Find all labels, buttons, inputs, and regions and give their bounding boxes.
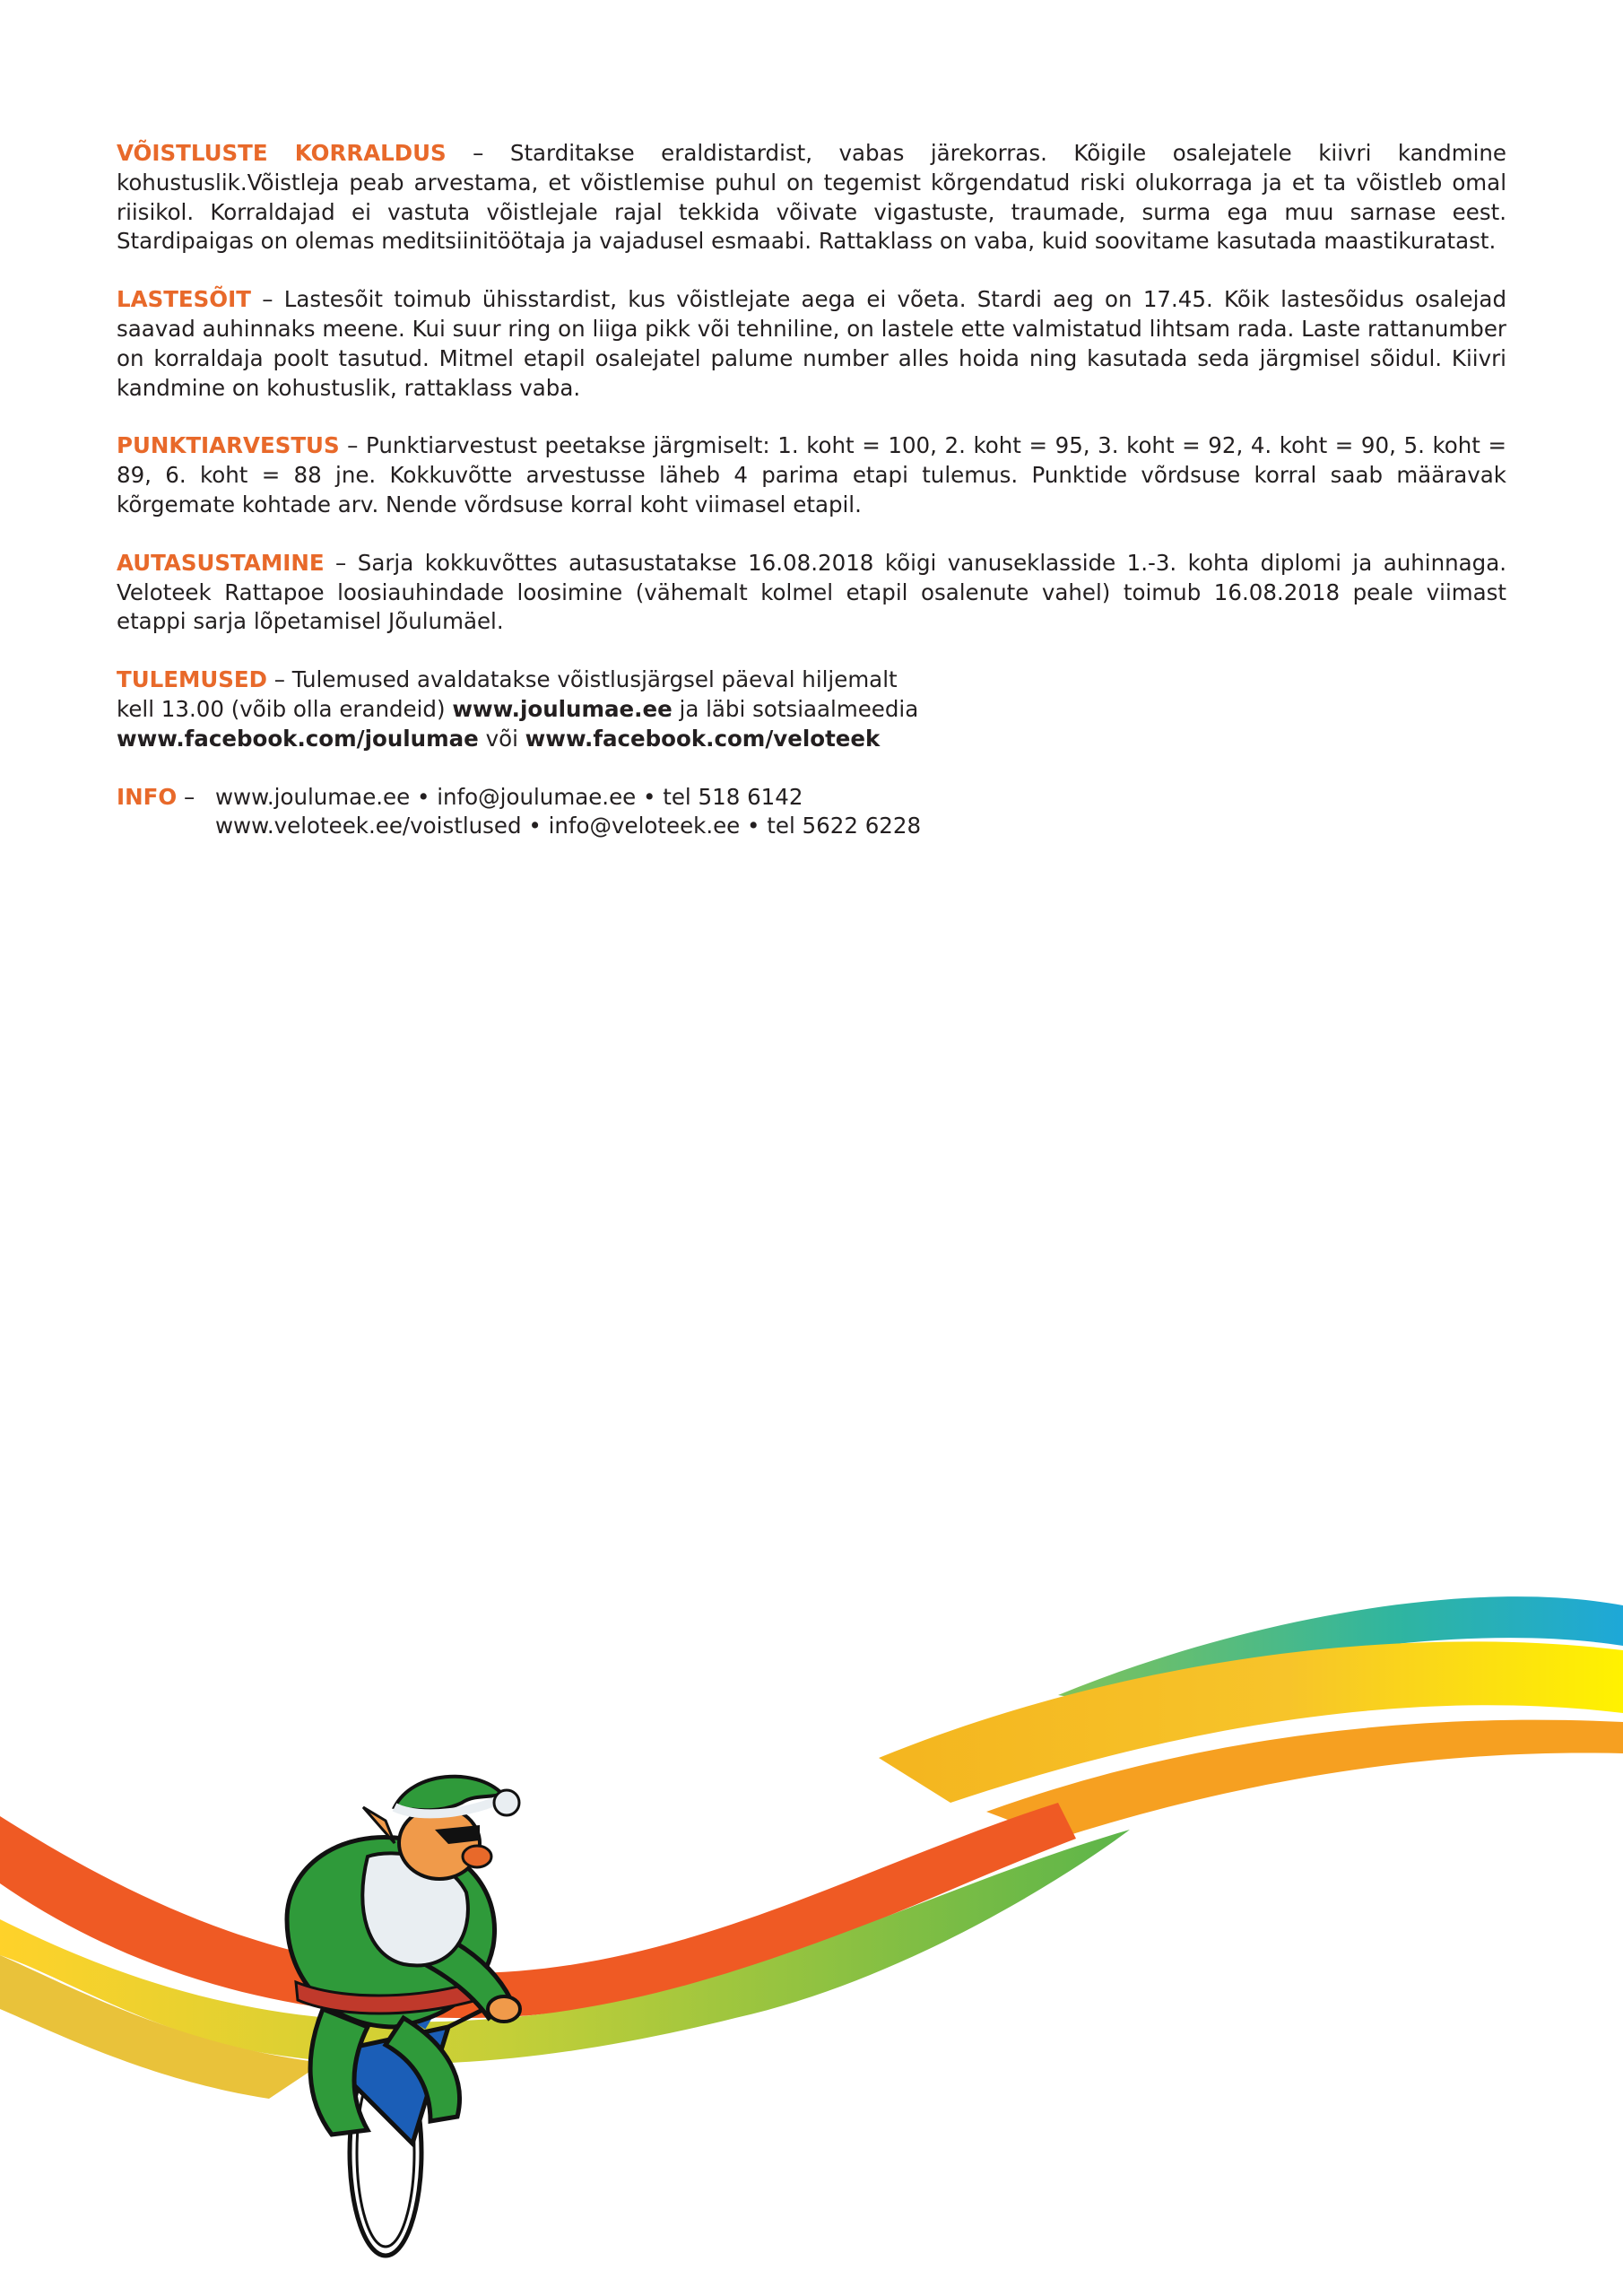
- section-heading: TULEMUSED: [117, 666, 267, 693]
- section-text: Starditakse eraldistardist, vabas järekorras. Kõigile osalejatele kiivri kandmine kohustuslik.Võistleja peab arvestama, et võistlemise puhul on tegemist kõrgendatud riski olukorraga ja et ta võistleb omal riisikol. Korraldajad ei vastuta võistlejale rajal tekkida võivate vigastuste, traumade, surma ega muu sarnase eest. Stardipaigas on olemas meditsiinitöötaja ja vajadusel esmaabi. Rattaklass on vaba, kuid soovitame kasutada maastikuratast.: [117, 140, 1506, 255]
- rainbow-swoosh-icon: [0, 1596, 1623, 2099]
- section-punktiarvestus: [117, 431, 1506, 519]
- section-heading: INFO: [117, 783, 178, 810]
- section-text: Sarja kokkuvõttes autasustatakse 16.08.2018 kõigi vanuseklasside 1.-3. kohta diplomi ja auhinnaga. Veloteek Rattapoe loosiauhindade loosimine (vähemalt kolmel etapil osalenute vahel) toimub 16.08.2018 peale viimast etappi sarja lõpetamisel Jõulumäel.: [117, 549, 1506, 635]
- section-lastesoit: [117, 285, 1506, 403]
- info-label: [117, 783, 215, 842]
- section-text: Lastesõit toimub ühisstardist, kus võistlejate aega ei võeta. Stardi aeg on 17.45. Kõik lastesõidus osalejad saavad auhinnaks meene. Kui suur ring on liiga pikk või tehniline, on lastele ette valmistatud lihtsam rada. Laste rattanumber on korraldaja poolt tasutud. Mitmel etapil osalejatel palume number alles hoida ning kasutada seda järgmisel sõidul. Kiivri kandmine on kohustuslik, rattaklass vaba.: [117, 286, 1506, 401]
- tulemused-line-2-suffix: ja läbi sotsiaalmeedia: [672, 695, 919, 722]
- section-heading: VÕISTLUSTE KORRALDUS: [117, 140, 447, 166]
- elf-on-bicycle-icon: [287, 1777, 520, 2256]
- section-heading: LASTESÕIT: [117, 286, 251, 313]
- section-autasustamine: [117, 549, 1506, 637]
- facebook-veloteek-link[interactable]: www.facebook.com/veloteek: [525, 725, 881, 752]
- facebook-joulumae-link[interactable]: www.facebook.com/joulumae: [117, 725, 479, 752]
- info-line-joulumae: www.joulumae.ee • info@joulumae.ee • tel 518 6142: [215, 783, 803, 810]
- or-text: või: [478, 725, 525, 752]
- document-body: [117, 139, 1506, 870]
- tulemused-line-2-prefix: kell 13.00 (võib olla erandeid): [117, 695, 453, 722]
- dash: –: [339, 432, 367, 459]
- dash: –: [250, 286, 284, 313]
- cycling-elf-illustration: [0, 1596, 1623, 2296]
- dash: –: [446, 140, 510, 166]
- dash: –: [324, 549, 358, 576]
- info-line-veloteek: www.veloteek.ee/voistlused • info@veloteek.ee • tel 5622 6228: [215, 813, 922, 839]
- section-text: Punktiarvestust peetakse järgmiselt: 1. koht = 100, 2. koht = 95, 3. koht = 92, 4. koht = 90, 5. koht = 89, 6. koht = 88 jne. Kokkuvõtte arvestusse läheb 4 parima etapi tulemus. Punktide võrdsuse korral saab määravak kõrgemate kohtade arv. Nende võrdsuse korral koht viimasel etapil.: [117, 432, 1506, 517]
- info-lines: [215, 783, 921, 842]
- website-link[interactable]: www.joulumae.ee: [452, 695, 673, 722]
- tulemused-line-1: Tulemused avaldatakse võistlusjärgsel päeval hiljemalt: [291, 666, 898, 693]
- section-tulemused: [117, 665, 1506, 753]
- section-info: [117, 783, 1506, 842]
- section-voistluste-korraldus: [117, 139, 1506, 257]
- section-heading: PUNKTIARVESTUS: [117, 432, 340, 459]
- section-heading: AUTASUSTAMINE: [117, 549, 325, 576]
- dash: –: [177, 783, 195, 810]
- dash: –: [266, 666, 292, 693]
